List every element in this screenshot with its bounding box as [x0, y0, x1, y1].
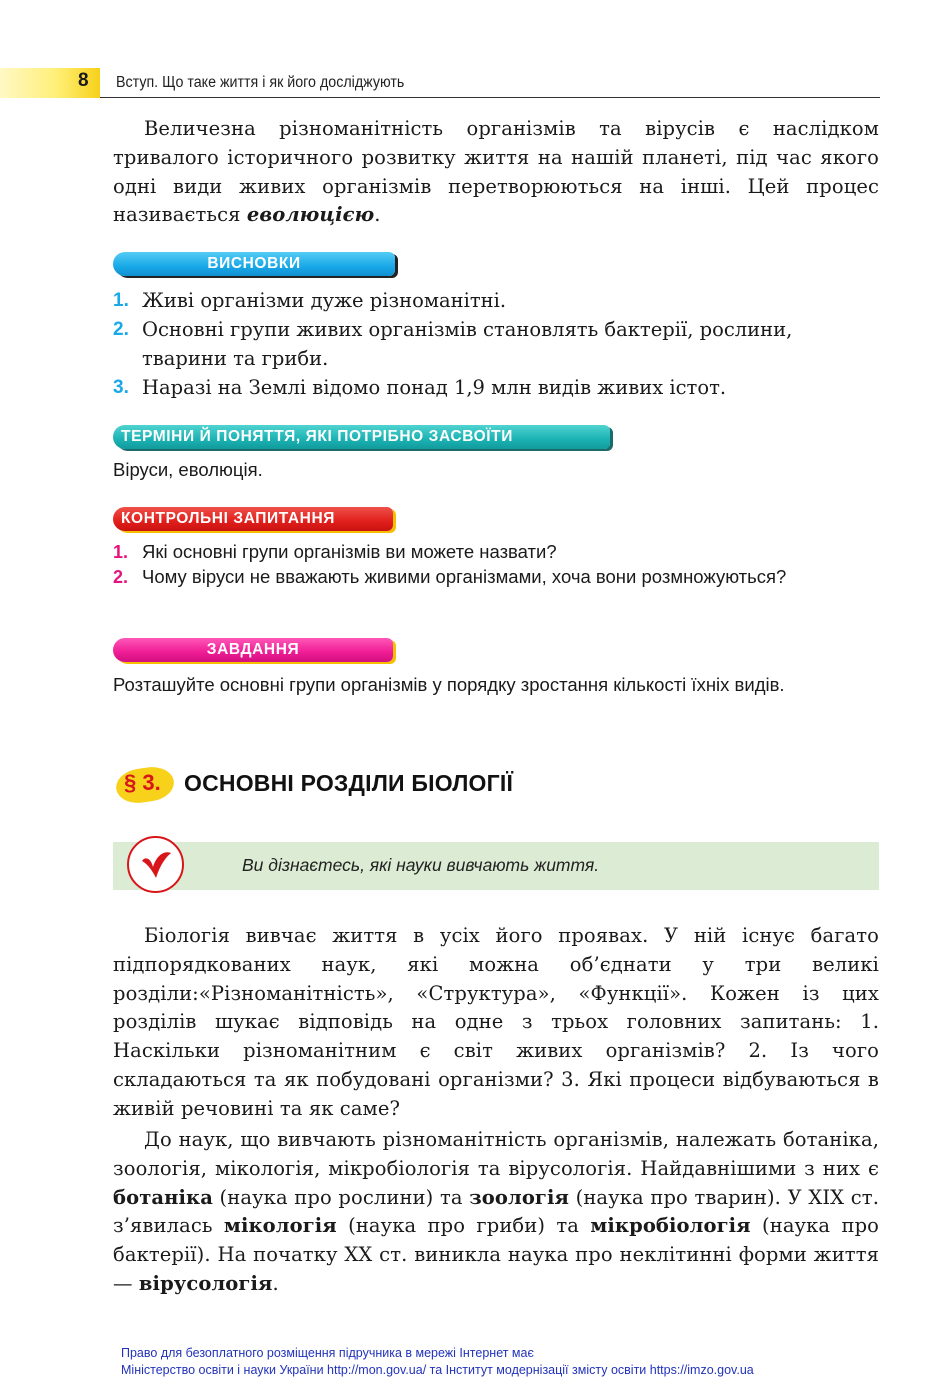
list-item	[113, 286, 879, 315]
terms-banner: ТЕРМІНИ Й ПОНЯТТЯ, ЯКІ ПОТРІБНО ЗАСВОЇТИ	[113, 425, 610, 449]
term-botany: ботаніка	[113, 1185, 213, 1209]
intro-paragraph	[113, 115, 879, 230]
item-number: 2.	[113, 319, 129, 340]
section-number: § 3.	[124, 770, 161, 795]
body-paragraph-2	[113, 1126, 879, 1299]
running-head: Вступ. Що таке життя і як його досліджують	[116, 74, 405, 91]
section-title: ОСНОВНІ РОЗДІЛИ БІОЛОГІЇ	[184, 770, 514, 796]
list-item	[113, 565, 879, 590]
item-number: 1.	[113, 290, 129, 311]
item-text: Які основні групи організмів ви можете назвати?	[142, 541, 557, 562]
questions-banner: КОНТРОЛЬНІ ЗАПИТАННЯ	[113, 507, 393, 531]
term-zoology: зоологія	[469, 1185, 569, 1209]
item-number: 2.	[113, 566, 129, 587]
footer-line-1: Право для безоплатного розміщення підручника в мережі Інтернет має	[121, 1346, 534, 1360]
conclusions-list	[113, 286, 879, 402]
questions-list	[113, 540, 879, 589]
task-text: Розташуйте основні групи організмів у порядку зростання кількості їхніх видів.	[113, 674, 785, 695]
terms-text: Віруси, еволюція.	[113, 459, 263, 480]
text-span: (наука про рослини) та	[212, 1185, 470, 1209]
checkmark-circle-icon	[127, 836, 184, 893]
section-intro-text: Ви дізнаєтесь, які науки вивчають життя.	[242, 855, 600, 875]
body-paragraph-1: Біологія вивчає життя в усіх його проявах. У ній існує багато підпорядкованих наук, які можна об’єднати у три великі розділи:«Різноманітність», «Структура», «Функції». Кожен із цих розділів шукає відповідь на одне з трьох головних запитань: 1. Наскільки різноманітним є світ живих організмів? 2. Із чого складаються та як побудовані організми? 3. Які процеси відбуваються в живій речовині та як саме?	[113, 924, 879, 1120]
footer-line-2: Міністерство освіти і науки України http://mon.gov.ua/ та Інститут модернізації змісту освіти https://imzo.gov.ua	[121, 1363, 754, 1377]
item-text: Чому віруси не вважають живими організмами, хоча вони розмножуються?	[142, 565, 787, 587]
term-mycology: мікологія	[223, 1214, 337, 1238]
term-evolution: еволюцією	[246, 203, 375, 227]
item-text: Живі організми дуже різноманітні.	[142, 289, 507, 312]
conclusions-banner: ВИСНОВКИ	[113, 252, 395, 276]
intro-end: .	[374, 203, 381, 227]
intro-text: Величезна різноманітність організмів та вірусів є наслідком тривалого історичного розвитку життя на нашій планеті, під час якого одні види живих організмів перетворюються на інші. Цей процес називається	[113, 117, 879, 227]
text-span: До наук, що вивчають різноманітність організмів, належать ботаніка, зоологія, мікологія, мікробіологія та вірусологія. Найдавнішими з них є	[113, 1128, 879, 1180]
item-number: 1.	[113, 542, 129, 562]
item-text: Наразі на Землі відомо понад 1,9 млн видів живих істот.	[142, 376, 727, 399]
list-item	[113, 540, 879, 565]
list-item	[113, 315, 879, 373]
text-span: (наука про бактерії). На початку XX ст. виникла наука про неклітинні форми життя —	[113, 1214, 879, 1295]
item-text: Основні групи живих організмів становлять бактерії, рослини, тварини та гриби.	[142, 318, 793, 370]
term-microbiology: мікробіологія	[590, 1214, 751, 1238]
text-span: .	[272, 1271, 279, 1295]
text-span: (наука про гриби) та	[336, 1214, 591, 1238]
item-number: 3.	[113, 377, 129, 398]
header-rule	[100, 97, 880, 98]
list-item	[113, 373, 879, 402]
term-virology: вірусологія	[138, 1271, 273, 1295]
page-number: 8	[78, 70, 89, 91]
task-banner: ЗАВДАННЯ	[113, 638, 393, 662]
text-span: (наука про тварин). У XIX ст. з’явилась	[113, 1185, 879, 1238]
